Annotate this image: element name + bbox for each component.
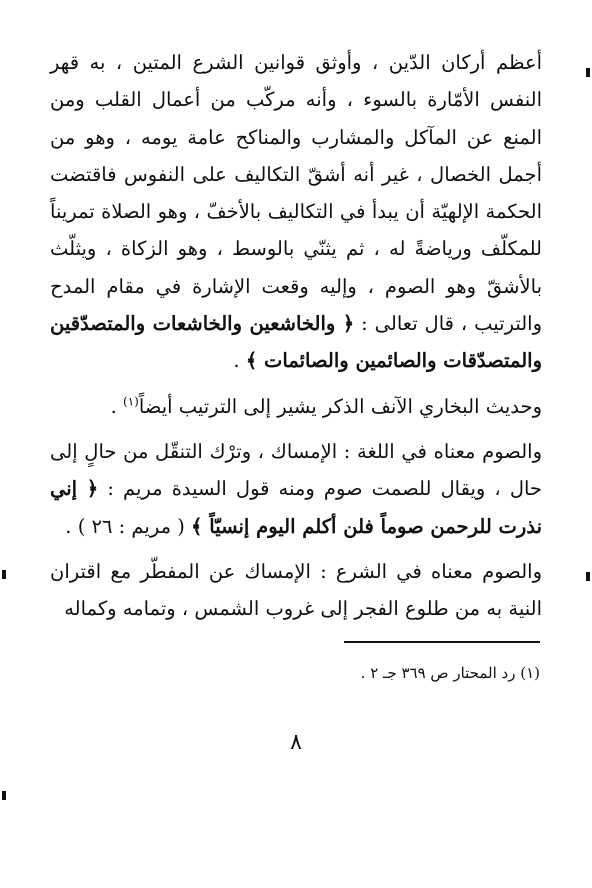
paragraph-fasting-importance bbox=[50, 44, 542, 380]
scan-edge-mark bbox=[586, 68, 590, 77]
paragraph-text: أعظم أركان الدّين ، وأوثق قوانين الشرع المتين ، به قهر النفس الأمّارة بالسوء ، وأنه مركّب من أعمال القلب ومن المنع عن المآكل والمشارب والمناكح عامة يومه ، وهو من أجمل الخصال ، غير أنه أشقّ التكاليف على النفوس فاقتضت الحكمة الإلهيّة أن يبدأ في التكاليف بالأخفّ ، وهو الصلاة تمريناً للمكلّف ورياضةً له ، ثم يثنّي بالوسط ، وهو الزكاة ، ويثلّث بالأشقّ وهو الصوم ، وإليه وقعت الإشارة في مقام المدح والترتيب ، قال تعالى : bbox=[50, 51, 542, 336]
paragraph-legal-meaning bbox=[50, 553, 542, 628]
scan-edge-mark bbox=[586, 572, 590, 581]
quran-quote: ﴿ والخاشعين والخاشعات والمتصدّقين والمتصدّقات والصائمين والصائمات ﴾ bbox=[50, 312, 542, 373]
scan-edge-mark bbox=[2, 570, 6, 579]
paragraph-text: والصوم معناه في الشرع : الإمساك عن المفطّر مع اقتران النية به من طلوع الفجر إلى غروب الشمس ، وتمامه وكماله bbox=[50, 559, 542, 621]
paragraph-text: وحديث البخاري الآنف الذكر يشير إلى الترتيب أيضاً bbox=[138, 394, 542, 418]
paragraph-text: ( مريم : ٢٦ ) . bbox=[65, 514, 192, 538]
footnote-divider bbox=[344, 641, 540, 643]
paragraph-text: والصوم معناه في اللغة : الإمساك ، وترْك التنقّل من حالٍ إلى حال ، ويقال للصمت صوم ومنه قول السيدة مريم : bbox=[50, 439, 542, 501]
quran-quote: ﴿ إني نذرت للرحمن صوماً فلن أكلم اليوم إنسيّاً ﴾ bbox=[50, 477, 542, 538]
scan-edge-mark bbox=[2, 791, 6, 800]
footnote-reference[interactable]: (١) bbox=[123, 394, 139, 409]
paragraph-bukhari-hadith bbox=[50, 388, 542, 425]
main-text bbox=[50, 44, 542, 627]
paragraph-linguistic-meaning bbox=[50, 433, 542, 545]
page-number: ٨ bbox=[290, 730, 302, 755]
paragraph-text: . bbox=[233, 349, 246, 373]
footnote: (١) رد المحتار ص ٣٦٩ جـ ٢ . bbox=[360, 664, 540, 682]
paragraph-text: . bbox=[110, 394, 124, 418]
